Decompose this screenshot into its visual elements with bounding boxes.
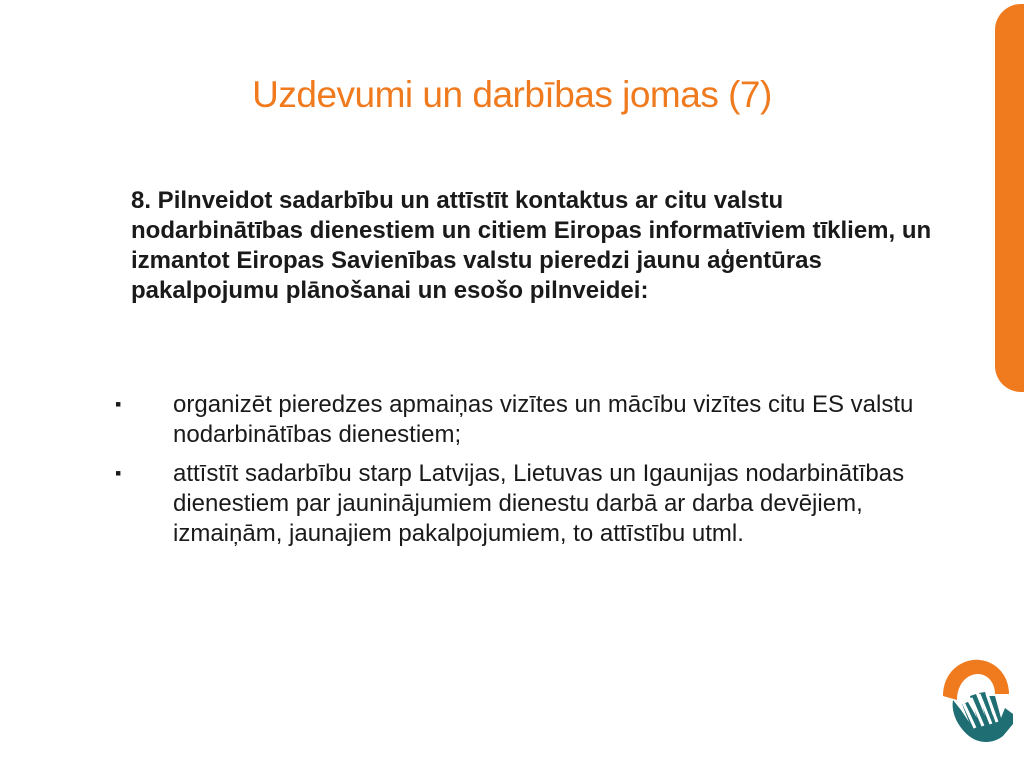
bullet-marker-icon: ▪ [115, 463, 122, 483]
bullet-marker-icon: ▪ [115, 394, 122, 414]
list-item [112, 390, 972, 450]
bullet-text: organizēt pieredzes apmaiņas vizītes un mācību vizītes citu ES valstu nodarbinātības dienestiem; [173, 391, 914, 448]
list-item [112, 459, 972, 549]
decorative-side-bar [995, 4, 1024, 392]
intro-paragraph: 8. Pilnveidot sadarbību un attīstīt kontaktus ar citu valstu nodarbinātības dienestiem un citiem Eiropas informatīviem tīkliem, un izmantot Eiropas Savienības valstu pieredzi jaunu aģentūras pakalpojumu plānošanai un esošo pilnveidei: [131, 187, 932, 304]
slide-title: Uzdevumi un darbības jomas (7) [252, 74, 772, 115]
bullet-text: attīstīt sadarbību starp Latvijas, Lietuvas un Igaunijas nodarbinātības dienestiem par jauninājumiem dienestu darbā ar darba devējiem, izmaiņām, jaunajiem pakalpojumiem, to attīstību utml. [173, 460, 905, 547]
hand-logo-icon [935, 656, 1015, 746]
bullet-list [112, 390, 972, 558]
